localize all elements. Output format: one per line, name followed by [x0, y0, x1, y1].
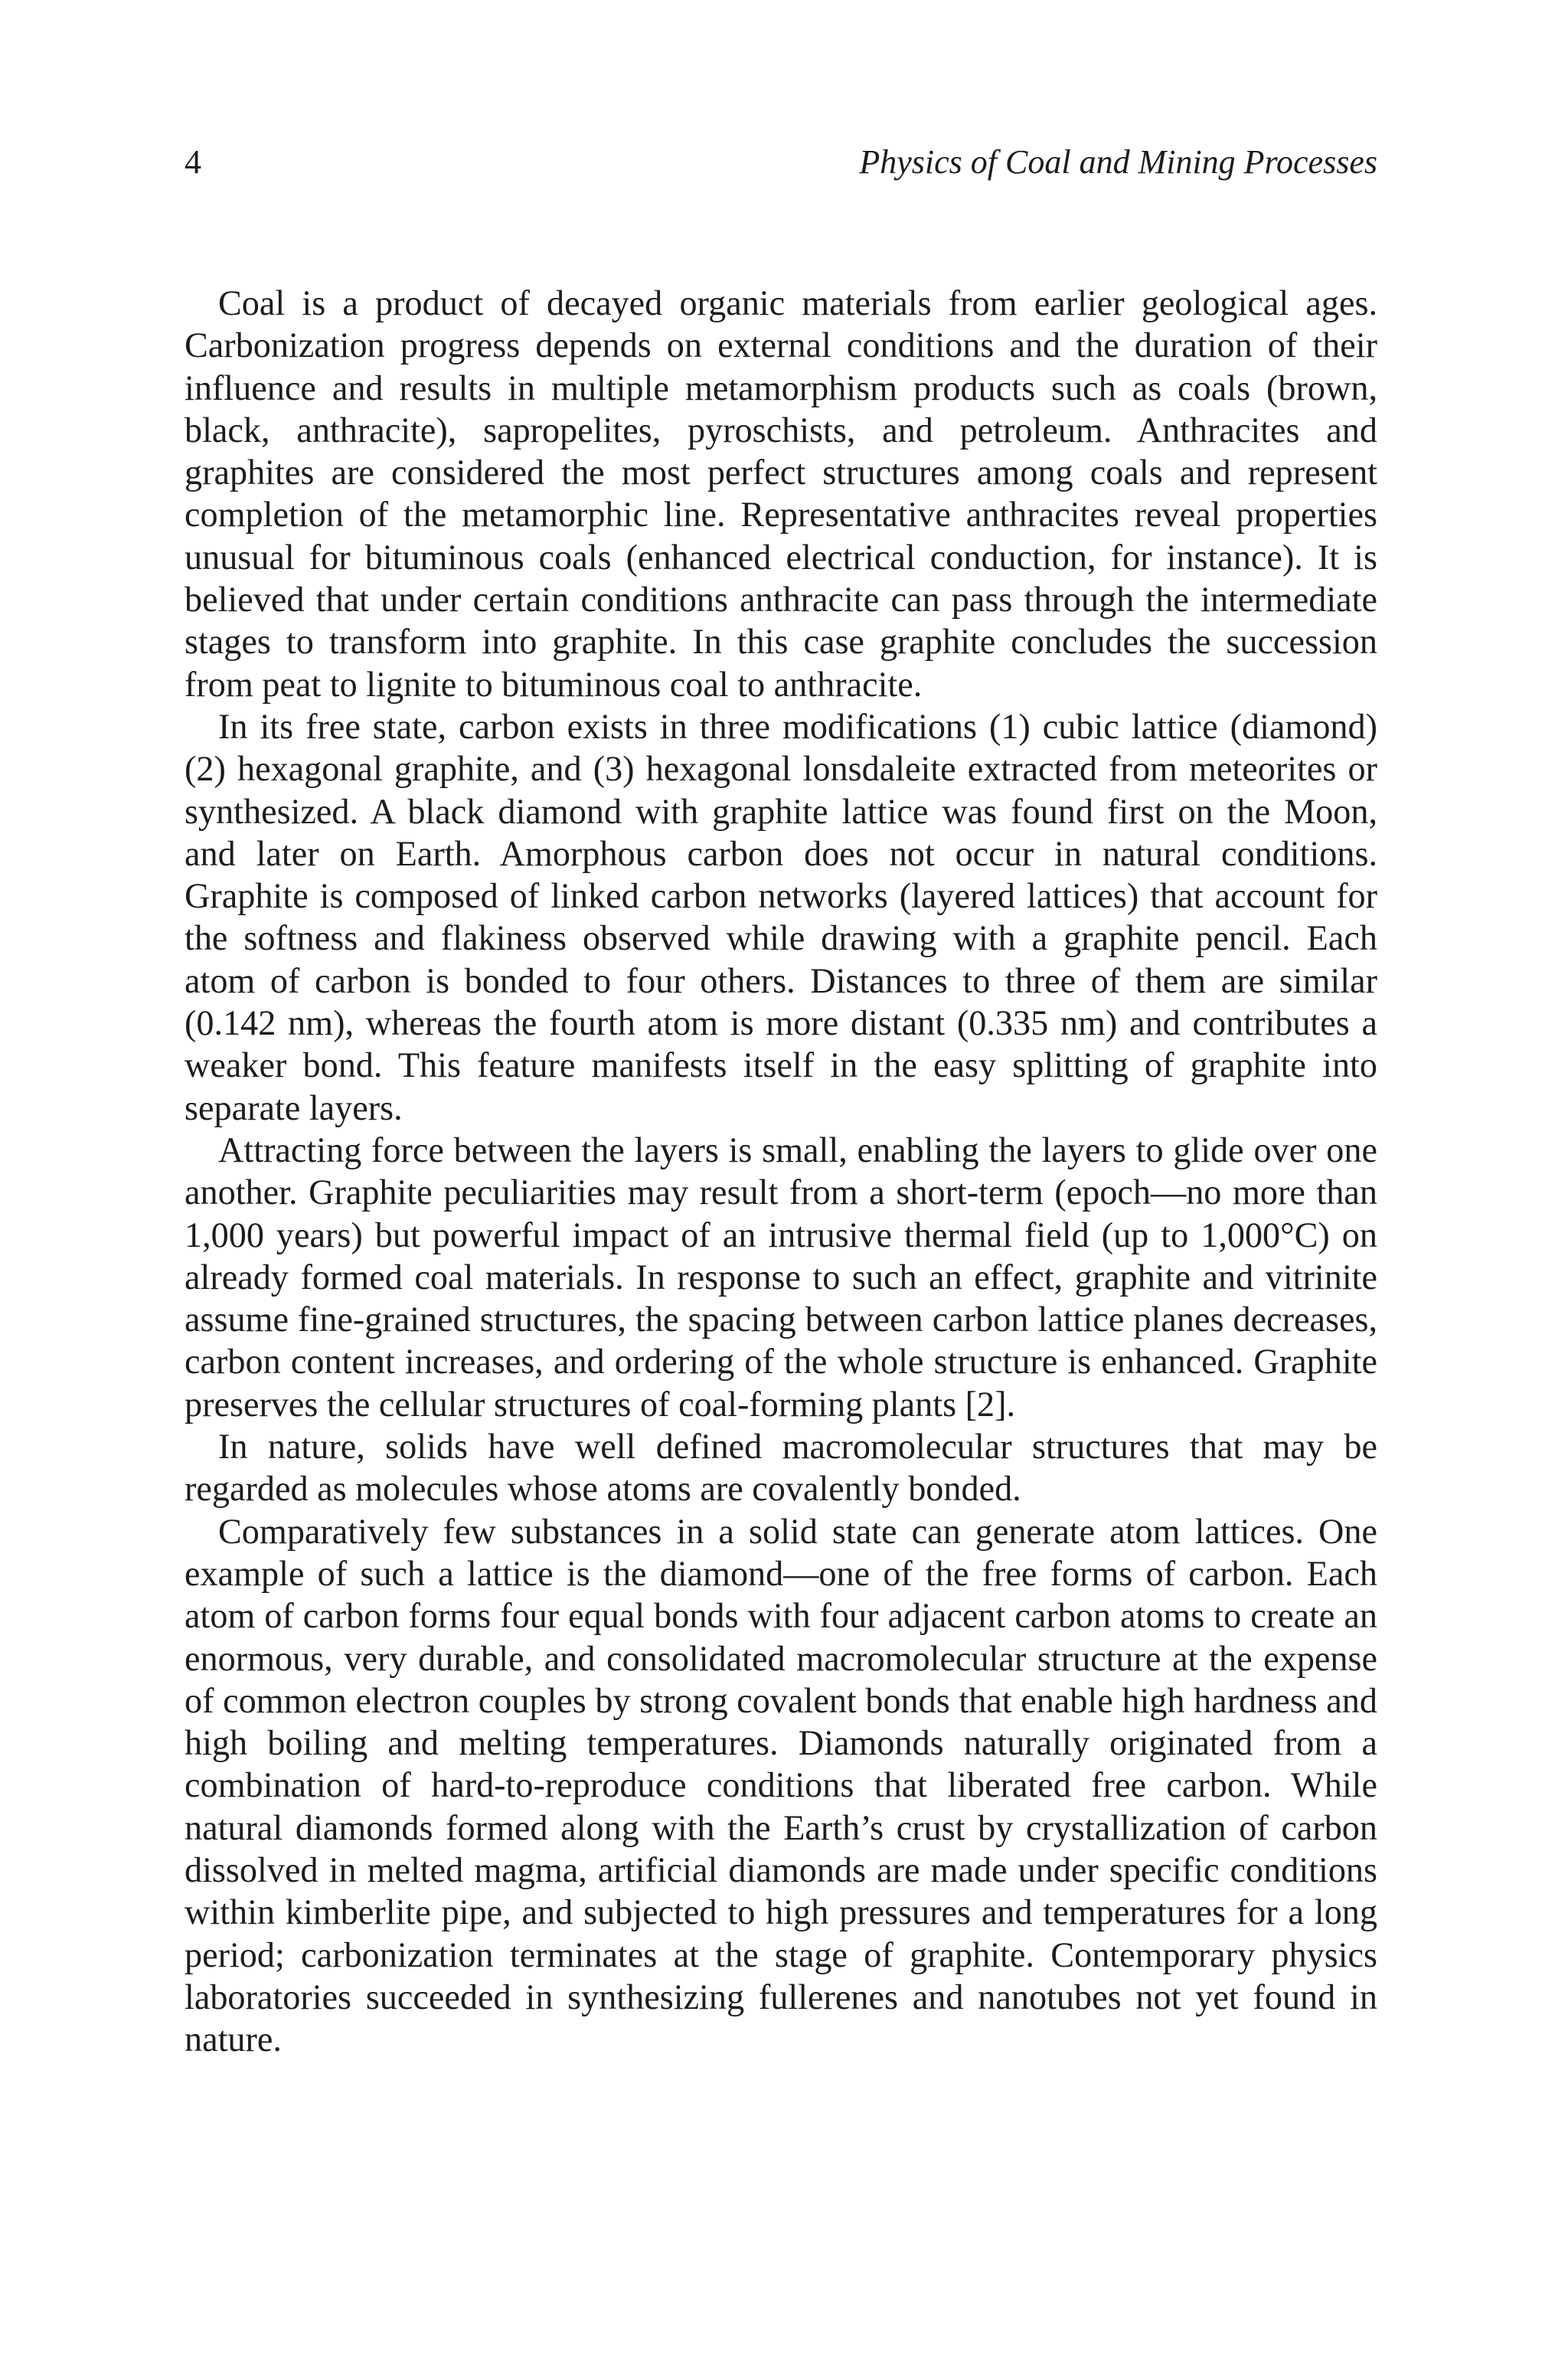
page-number: 4 — [185, 143, 201, 181]
body-text — [185, 282, 1377, 2060]
paragraph-carbon-modifications: In its free state, carbon exists in three modifications (1) cubic lattice (diamond) (2) hexagonal graphite, and (3) hexagonal lonsdaleite extracted from meteorites or synthesized. A black diamond with graphite lattice was found first on the Moon, and later on Earth. Amorphous carbon does not occur in natural conditions. Graphite is composed of linked carbon networks (layered lattices) that account for the softness and flakiness observed while drawing with a graphite pencil. Each atom of carbon is bonded to four others. Distances to three of them are similar (0.142 nm), whereas the fourth atom is more distant (0.335 nm) and contributes a weaker bond. This feature manifests itself in the easy splitting of graphite into separate layers. — [185, 706, 1377, 1127]
paragraph-macromolecular-solids: In nature, solids have well defined macromolecular structures that may be regarded as molecules whose atoms are covalently bonded. — [185, 1427, 1377, 1509]
paragraph-coal-origin: Coal is a product of decayed organic materials from earlier geological ages. Carbonization progress depends on external conditions and the duration of their influence and results in multiple metamorphism products such as coals (brown, black, anthracite), sapropelites, pyroschists, and petroleum. Anthracites and graphites are considered the most perfect structures among coals and represent completion of the metamorphic line. Representative anthracites reveal properties unusual for bituminous coals (enhanced electrical conduction, for instance). It is believed that under certain conditions anthracite can pass through the intermediate stages to transform into graphite. In this case graphite concludes the succession from peat to lignite to bituminous coal to anthracite. — [185, 283, 1377, 704]
paragraph-graphite-layers: Attracting force between the layers is small, enabling the layers to glide over one another. Graphite peculiarities may result from a short-term (epoch—no more than 1,000 years) but powerful impact of an intrusive thermal field (up to 1,000°C) on already formed coal materials. In response to such an effect, graphite and vitrinite assume fine-grained structures, the spacing between carbon lattice planes decreases, carbon content increases, and ordering of the whole structure is enhanced. Graphite preserves the cellular structures of coal-forming plants [2]. — [185, 1130, 1377, 1424]
running-title: Physics of Coal and Mining Processes — [859, 143, 1377, 181]
page-header — [185, 139, 1377, 185]
paragraph-diamond-lattice: Comparatively few substances in a solid state can generate atom lattices. One example of such a lattice is the diamond—one of the free forms of carbon. Each atom of carbon forms four equal bonds with four adjacent carbon atoms to create an enormous, very durable, and consolidated macromolecular structure at the expense of common electron couples by strong covalent bonds that enable high hardness and high boiling and melting temperatures. Diamonds naturally originated from a combination of hard-to-reproduce conditions that liberated free carbon. While natural diamonds formed along with the Earth’s crust by crystallization of carbon dissolved in melted magma, artificial diamonds are made under specific conditions within kimberlite pipe, and subjected to high pressures and temperatures for a long period; carbonization terminates at the stage of graphite. Contemporary physics laboratories succeeded in synthesizing fullerenes and nanotubes not yet found in nature. — [185, 1511, 1377, 2059]
